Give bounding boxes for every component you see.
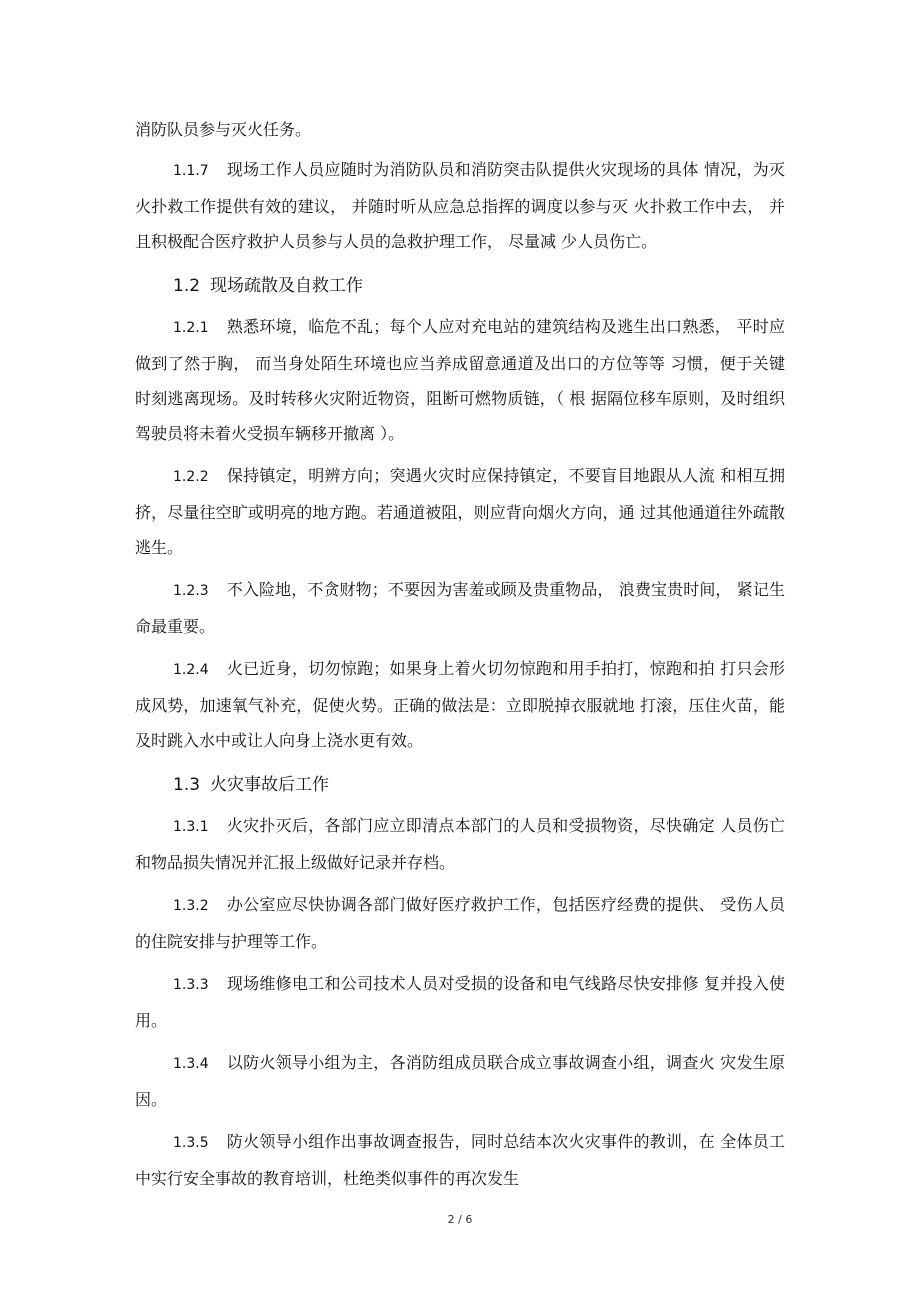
heading-text: 现场疏散及自救工作	[210, 276, 364, 296]
paragraph-number: 1.2.1	[173, 320, 209, 336]
paragraph-number: 1.2.2	[173, 469, 209, 485]
opening-line-text: 消防队员参与灭火任务。	[135, 120, 312, 139]
paragraph-text: 不入险地，不贪财物；不要因为害羞或顾及贵重物品， 浪费宝贵时间， 紧记生命最重要。	[135, 580, 785, 636]
section-heading-1-2	[173, 271, 785, 301]
paragraph-1-2-1	[135, 309, 785, 451]
paragraph-number: 1.3.5	[173, 1135, 209, 1151]
paragraph-text: 现场维修电工和公司技术人员对受损的设备和电气线路尽快安排修 复并投入使用。	[135, 974, 785, 1030]
paragraph-number: 1.3.1	[173, 819, 209, 835]
paragraph-text: 防火领导小组作出事故调查报告，同时总结本次火灾事件的教训，在 全体员工中实行安全事故的教育培训，杜绝类似事件的再次发生	[135, 1132, 785, 1188]
paragraph-number: 1.1.7	[173, 163, 209, 179]
paragraph-number: 1.3.3	[173, 977, 209, 993]
page-number-footer	[0, 1213, 920, 1226]
paragraph-text: 熟悉环境，临危不乱；每个人应对充电站的建筑结构及逃生出口熟悉， 平时应做到了然于胸， 而当身处陌生环境也应当养成留意通道及出口的方位等等 习惯，便于关键时刻逃离现场。及时转移火灾附近物资，阻断可燃物质链，（ 根 据隔位移车原则，及时组织驾驶员将未着火受损车辆移开撤离 ）。	[135, 317, 785, 443]
opening-line	[135, 112, 785, 147]
paragraph-1-2-2	[135, 458, 785, 565]
section-heading-1-3	[173, 770, 785, 800]
paragraph-text: 火已近身，切勿惊跑；如果身上着火切勿惊跑和用手拍打，惊跑和拍 打只会形成风势，加速氧气补充，促使火势。正确的做法是：立即脱掉衣服就地 打滚，压住火苗，能及时跳入水中或让人向身上浇水更有效。	[135, 659, 785, 750]
paragraph-number: 1.3.4	[173, 1056, 209, 1072]
paragraph-number: 1.2.4	[173, 662, 209, 678]
heading-text: 火灾事故后工作	[210, 775, 330, 795]
paragraph-1-3-4	[135, 1045, 785, 1117]
paragraph-text: 办公室应尽快协调各部门做好医疗救护工作，包括医疗经费的提供、 受伤人员的住院安排与护理等工作。	[135, 895, 785, 951]
paragraph-1-3-5	[135, 1124, 785, 1196]
paragraph-text: 保持镇定，明辨方向；突遇火灾时应保持镇定，不要盲目地跟从人流 和相互拥挤，尽量往空旷或明亮的地方跑。若通道被阻，则应背向烟火方向，通 过其他通道往外疏散逃生。	[135, 466, 785, 557]
heading-number: 1.3	[173, 775, 201, 795]
document-body	[135, 112, 785, 1203]
paragraph-text: 现场工作人员应随时为消防队员和消防突击队提供火灾现场的具体 情况，为灭火扑救工作提供有效的建议， 并随时听从应急总指挥的调度以参与灭 火扑救工作中去， 并且积极配合医疗救护人员参与人员的急救护理工作， 尽量减 少人员伤亡。	[135, 160, 785, 251]
paragraph-number: 1.2.3	[173, 583, 209, 599]
paragraph-1-1-7	[135, 152, 785, 259]
paragraph-1-3-3	[135, 966, 785, 1038]
paragraph-number: 1.3.2	[173, 898, 209, 914]
paragraph-1-2-4	[135, 651, 785, 758]
heading-number: 1.2	[173, 276, 201, 296]
page-number: 2 / 6	[447, 1213, 473, 1226]
paragraph-1-3-1	[135, 808, 785, 880]
paragraph-1-2-3	[135, 572, 785, 644]
paragraph-text: 火灾扑灭后，各部门应立即清点本部门的人员和受损物资，尽快确定 人员伤亡和物品损失情况并汇报上级做好记录并存档。	[135, 816, 785, 872]
paragraph-1-3-2	[135, 887, 785, 959]
paragraph-text: 以防火领导小组为主，各消防组成员联合成立事故调查小组，调查火 灾发生原因。	[135, 1053, 785, 1109]
